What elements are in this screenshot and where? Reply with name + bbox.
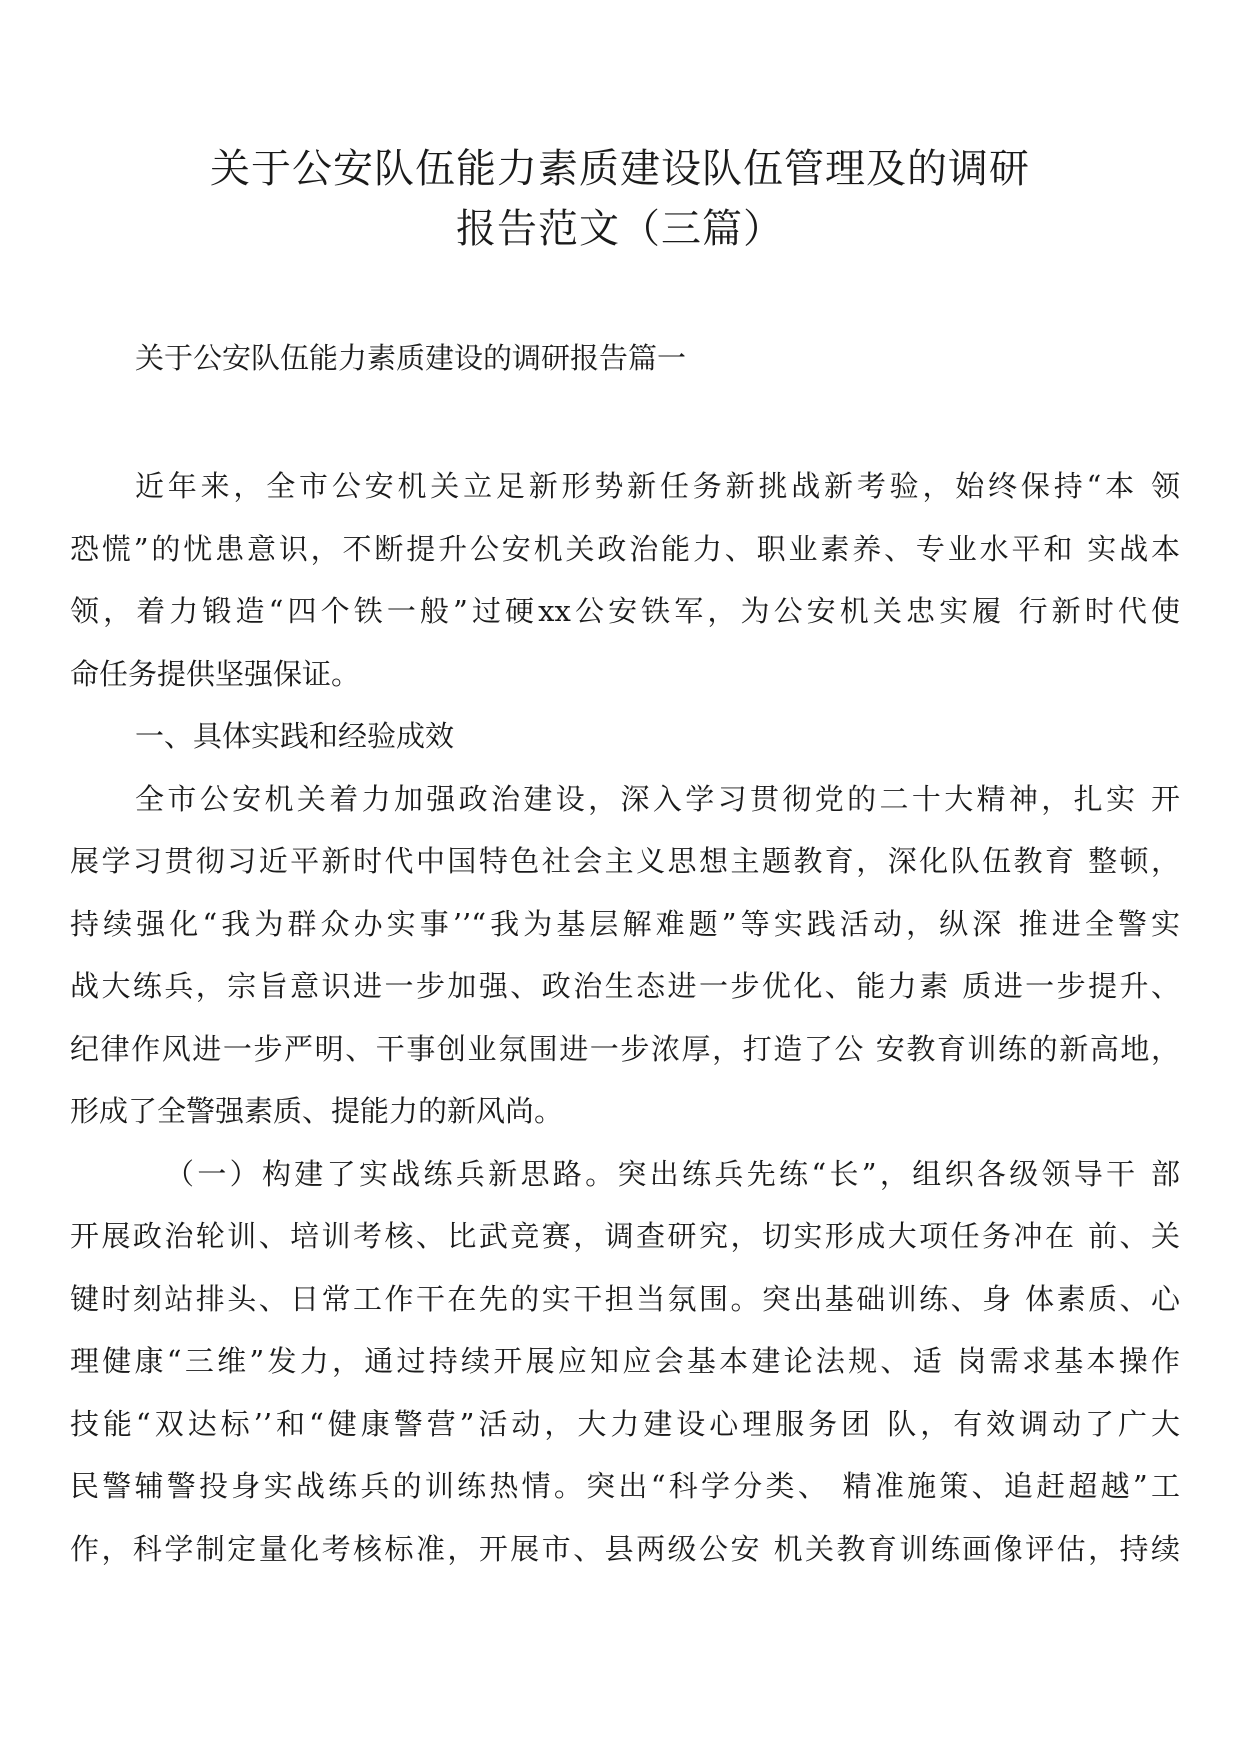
body-line: 键时刻站排头、日常工作干在先的实干担当氛围。突出基础训练、身 体素质、心 — [70, 1281, 1180, 1316]
body-line: 近年来，全市公安机关立足新形势新任务新挑战新考验，始终保持“本 领 — [135, 469, 1180, 503]
body-line: 战大练兵，宗旨意识进一步加强、政治生态进一步优化、能力素 质进一步提升、 — [70, 969, 1180, 1003]
body-line: 恐慌”的忧患意识，不断提升公安机关政治能力、职业素养、专业水平和 实战本 — [70, 531, 1180, 566]
body-line: 作，科学制定量化考核标准，开展市、县两级公安 机关教育训练画像评估，持续 — [70, 1531, 1180, 1566]
section-subheading: 一、具体实践和经验成效 — [135, 719, 455, 753]
document-title-line-2: 报告范文（三篇） — [456, 206, 784, 252]
body-line: 持续强化“我为群众办实事’’“我为基层解难题”等实践活动，纵深 推进全警实 — [70, 906, 1180, 941]
document-body — [70, 455, 1180, 1580]
body-line: 纪律作风进一步严明、干事创业氛围进一步浓厚，打造了公 安教育训练的新高地， — [70, 1031, 1180, 1066]
body-line: （一）构建了实战练兵新思路。突出练兵先练“长”，组织各级领导干 部 — [165, 1156, 1180, 1191]
body-line: 技能“双达标’’和“健康警营”活动，大力建设心理服务团 队，有效调动了广大 — [70, 1406, 1180, 1441]
body-line: 领，着力锻造“四个铁一般”过硬xx公安铁军，为公安机关忠实履 行新时代使 — [70, 594, 1180, 628]
body-line: 形成了全警强素质、提能力的新风尚。 — [70, 1094, 564, 1128]
body-line: 展学习贯彻习近平新时代中国特色社会主义思想主题教育，深化队伍教育 整顿， — [70, 844, 1180, 878]
section-heading: 关于公安队伍能力素质建设的调研报告篇一 — [135, 341, 687, 375]
body-line: 命任务提供坚强保证。 — [70, 656, 361, 691]
body-line: 理健康“三维”发力，通过持续开展应知应会基本建论法规、适 岗需求基本操作 — [70, 1344, 1180, 1378]
body-line: 全市公安机关着力加强政治建设，深入学习贯彻党的二十大精神，扎实 开 — [135, 781, 1180, 816]
document-title-line-1: 关于公安队伍能力素质建设队伍管理及的调研 — [210, 146, 1030, 192]
body-line: 民警辅警投身实战练兵的训练热情。突出“科学分类、 精准施策、追赶超越”工 — [70, 1469, 1180, 1503]
body-line: 开展政治轮训、培训考核、比武竞赛，调查研究，切实形成大项任务冲在 前、关 — [70, 1219, 1180, 1253]
